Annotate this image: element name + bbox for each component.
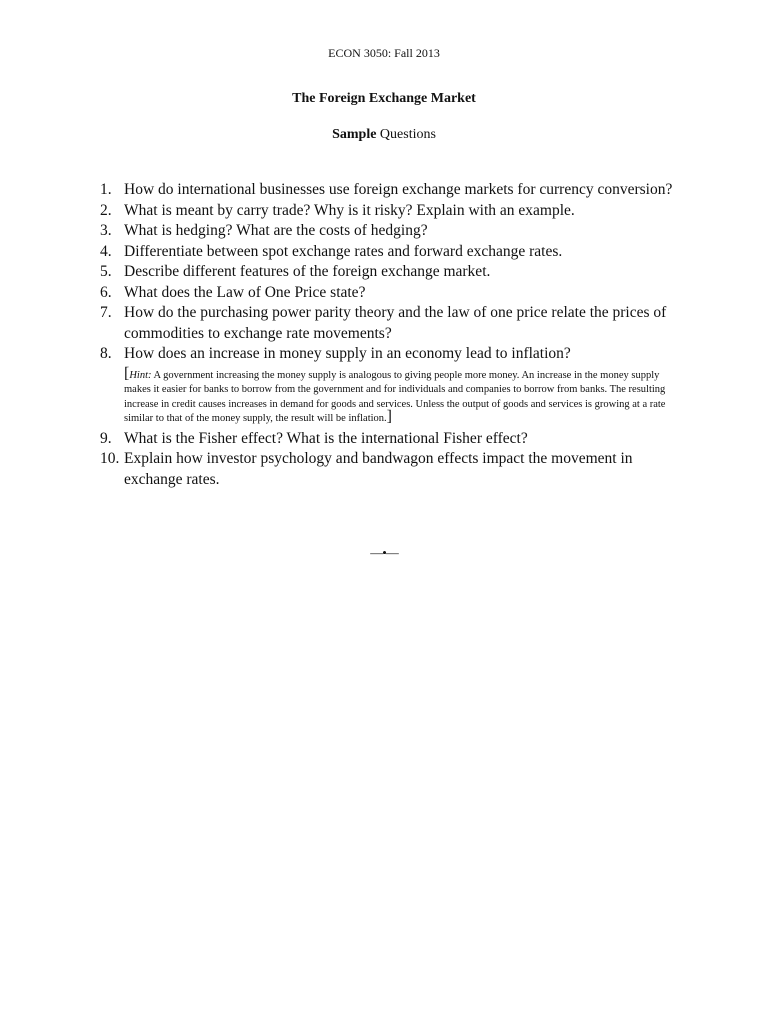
- question-text: What is the Fisher effect? What is the international Fisher effect?: [124, 429, 528, 447]
- question-number: 3.: [100, 222, 112, 239]
- question-number: 4.: [100, 242, 112, 260]
- question-text: How does an increase in money supply in an economy lead to inflation?: [124, 345, 571, 362]
- question-number: 1.: [100, 181, 112, 198]
- question-item: [100, 429, 680, 450]
- hint-note: [124, 365, 680, 429]
- question-text: Describe different features of the foreign exchange market.: [124, 263, 491, 280]
- question-text: Differentiate between spot exchange rates and forward exchange rates.: [124, 242, 563, 260]
- subtitle-rest: Questions: [379, 127, 436, 142]
- question-item: [100, 303, 680, 344]
- question-text: What does the Law of One Price state?: [124, 283, 366, 301]
- question-item: [100, 344, 680, 429]
- question-number: 5.: [100, 263, 112, 280]
- question-item: [100, 283, 680, 304]
- end-of-document-mark: —•—: [370, 545, 398, 560]
- question-text: How do the purchasing power parity theory and the law of one price relate the prices of commodities to exchange rate movements?: [124, 304, 667, 342]
- question-text: What is meant by carry trade? Why is it risky? Explain with an example.: [124, 201, 575, 219]
- course-header: ECON 3050: Fall 2013: [328, 46, 440, 60]
- question-text: How do international businesses use foreign exchange markets for currency conversion?: [124, 181, 673, 198]
- question-number: 10.: [100, 450, 120, 468]
- question-number: 2.: [100, 201, 112, 219]
- question-text: Explain how investor psychology and bandwagon effects impact the movement in exchange rates.: [124, 450, 633, 488]
- question-number: 9.: [100, 429, 112, 447]
- document-title: The Foreign Exchange Market: [292, 91, 476, 106]
- document-subtitle: [0, 127, 768, 143]
- hint-label: Hint:: [129, 369, 152, 381]
- question-text: What is hedging? What are the costs of hedging?: [124, 222, 428, 239]
- question-item: [100, 242, 680, 263]
- hint-close-bracket: ]: [386, 408, 392, 426]
- question-item: [100, 449, 680, 490]
- hint-text: A government increasing the money supply is analogous to giving people more money. An increase in the money supply makes it easier for banks to borrow from the government and for individuals and companies to borrow from banks. The resulting increase in credit causes increases in demand for goods and services. Unless the output of goods and services is growing at a rate similar to that of the money supply, the result will be inflation.: [124, 369, 666, 425]
- question-number: 7.: [100, 304, 112, 321]
- question-list: [100, 180, 680, 490]
- question-item: [100, 180, 680, 201]
- question-item: [100, 221, 680, 242]
- hint-open-bracket: [: [124, 364, 130, 382]
- question-number: 8.: [100, 345, 112, 362]
- question-item: [100, 201, 680, 222]
- subtitle-bold: Sample: [332, 127, 377, 142]
- question-number: 6.: [100, 283, 112, 301]
- question-item: [100, 262, 680, 283]
